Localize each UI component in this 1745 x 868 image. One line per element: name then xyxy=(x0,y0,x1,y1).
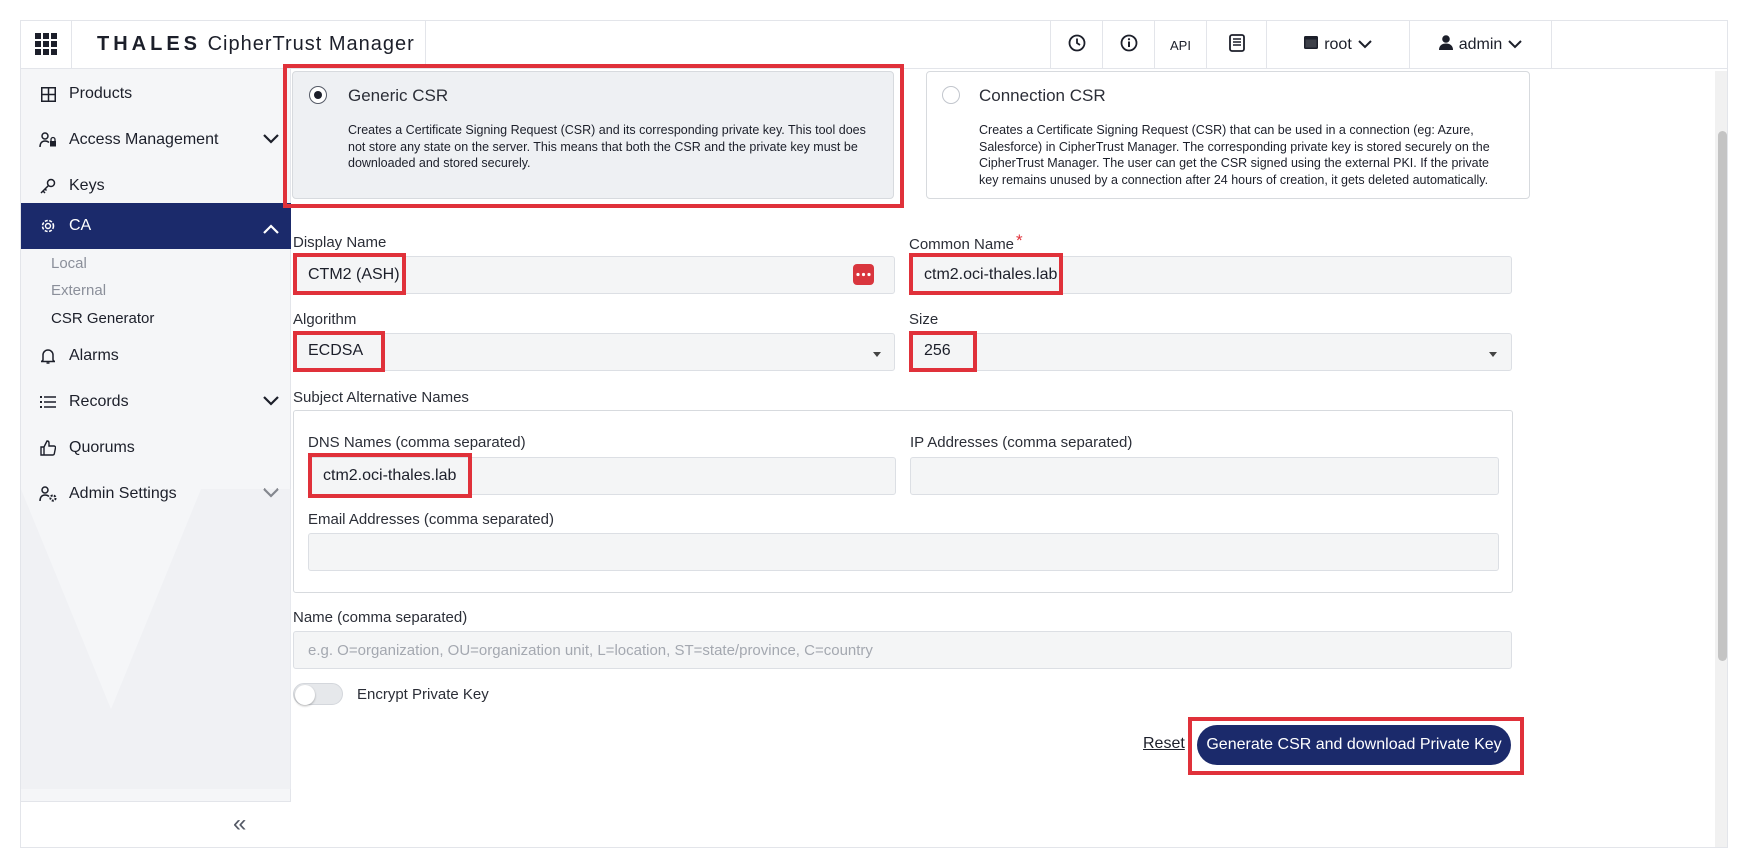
name-placeholder: e.g. O=organization, OU=organization unit, L=location, ST=state/province, C=country xyxy=(308,642,873,659)
password-manager-icon[interactable] xyxy=(853,264,874,285)
list-icon xyxy=(39,393,57,411)
domain-icon xyxy=(1304,36,1318,54)
sidebar-item-ca[interactable] xyxy=(21,203,291,249)
top-header xyxy=(21,21,1728,69)
sidebar-subitem-csr-generator[interactable]: CSR Generator xyxy=(51,310,155,327)
generic-csr-title: Generic CSR xyxy=(348,86,449,105)
generate-csr-button[interactable]: Generate CSR and download Private Key xyxy=(1197,725,1511,765)
generic-csr-radio[interactable] xyxy=(309,86,327,104)
key-icon xyxy=(39,177,57,195)
sidebar-item-label: Products xyxy=(69,85,133,102)
common-name-label xyxy=(909,231,1023,254)
dns-names-value: ctm2.oci-thales.lab xyxy=(323,467,457,484)
size-label: Size xyxy=(909,311,939,328)
sidebar xyxy=(21,69,291,848)
sidebar-item-label: Alarms xyxy=(69,347,119,364)
chevron-down-icon xyxy=(263,131,279,149)
size-value: 256 xyxy=(924,342,951,359)
domain-label: root xyxy=(1324,36,1352,53)
clock-icon xyxy=(1068,34,1086,57)
grid-icon xyxy=(39,85,57,103)
product-name: CipherTrust Manager xyxy=(207,33,415,55)
common-name-label-text: Common Name xyxy=(909,236,1015,253)
algorithm-label: Algorithm xyxy=(293,311,357,328)
header-divider xyxy=(71,21,72,69)
connection-csr-radio[interactable] xyxy=(942,86,960,104)
scrollbar-thumb[interactable] xyxy=(1718,131,1727,661)
san-section xyxy=(293,410,1513,593)
user-lock-icon xyxy=(39,131,57,149)
ip-addresses-input[interactable] xyxy=(910,457,1499,495)
header-divider xyxy=(425,21,426,69)
info-button[interactable] xyxy=(1102,21,1154,69)
sidebar-item-records[interactable] xyxy=(21,377,291,427)
algorithm-highlight xyxy=(293,331,385,372)
display-name-highlight xyxy=(293,253,406,295)
sidebar-item-products[interactable] xyxy=(21,69,291,119)
name-label: Name (comma separated) xyxy=(293,609,468,626)
dns-names-label: DNS Names (comma separated) xyxy=(308,434,526,451)
gear-icon xyxy=(39,217,57,235)
docs-button[interactable] xyxy=(1206,21,1266,69)
brand-name: THALES xyxy=(97,33,201,55)
user-icon xyxy=(1439,35,1453,55)
sidebar-item-label: Admin Settings xyxy=(69,485,177,502)
email-addresses-input[interactable] xyxy=(308,533,1499,571)
sidebar-item-label: CA xyxy=(69,217,92,234)
chevron-down-icon xyxy=(263,393,279,411)
required-mark: * xyxy=(1016,231,1023,250)
reset-button[interactable]: Reset xyxy=(1143,735,1185,752)
sidebar-item-alarms[interactable] xyxy=(21,331,291,381)
chevron-up-icon xyxy=(263,221,279,239)
san-label: Subject Alternative Names xyxy=(293,389,469,406)
sidebar-item-label: Access Management xyxy=(69,131,219,148)
history-button[interactable] xyxy=(1050,21,1102,69)
algorithm-value: ECDSA xyxy=(308,342,364,359)
sidebar-footer xyxy=(21,801,291,848)
common-name-value: ctm2.oci-thales.lab xyxy=(924,266,1058,283)
apps-grid-icon[interactable] xyxy=(35,33,57,55)
main-content xyxy=(292,69,1715,848)
encrypt-private-key-label: Encrypt Private Key xyxy=(357,686,489,703)
sidebar-item-label: Quorums xyxy=(69,439,135,456)
encrypt-private-key-toggle[interactable] xyxy=(293,683,343,705)
bell-icon xyxy=(39,347,57,365)
generic-csr-card[interactable] xyxy=(292,71,894,199)
user-label: admin xyxy=(1458,36,1503,53)
info-icon xyxy=(1120,34,1138,57)
connection-csr-card[interactable] xyxy=(926,71,1530,199)
email-addresses-label: Email Addresses (comma separated) xyxy=(308,511,554,528)
api-button[interactable] xyxy=(1154,21,1206,69)
dns-names-highlight xyxy=(308,453,472,498)
connection-csr-title: Connection CSR xyxy=(979,86,1106,105)
app-window xyxy=(20,20,1728,848)
sidebar-item-quorums[interactable] xyxy=(21,423,291,473)
chevron-down-icon xyxy=(1358,36,1372,54)
domain-selector[interactable] xyxy=(1266,21,1409,69)
display-name-label: Display Name xyxy=(293,234,387,251)
sidebar-subitem-external[interactable]: External xyxy=(51,282,107,299)
ip-addresses-label: IP Addresses (comma separated) xyxy=(910,434,1133,451)
header-divider xyxy=(1551,21,1552,69)
collapse-sidebar-icon[interactable]: « xyxy=(233,810,247,837)
chevron-down-icon xyxy=(1508,36,1522,54)
dropdown-caret-icon xyxy=(873,352,881,357)
product-logo xyxy=(97,33,415,56)
api-label: API xyxy=(1170,37,1191,53)
sidebar-item-access-management[interactable] xyxy=(21,115,291,165)
generic-csr-description: Creates a Certificate Signing Request (CSR) and its corresponding private key. This tool does not store any state on the server. This means that both the CSR and the private key must be downloaded and stored securely. xyxy=(348,123,866,170)
dropdown-caret-icon xyxy=(1489,352,1497,357)
sidebar-subitem-local[interactable]: Local xyxy=(51,255,87,272)
connection-csr-description: Creates a Certificate Signing Request (CSR) that can be used in a connection (eg: Azure, Salesforce) in CipherTrust Manager. The corresponding private key is stored securely on the CipherTrust Manager. The user can get the CSR signed using the external PKI. If the private key remains unused by a connection after 24 hours of creation, it gets deleted automatically. xyxy=(979,123,1490,187)
display-name-value: CTM2 (ASH) xyxy=(308,266,400,283)
thumbs-up-icon xyxy=(39,439,57,457)
user-menu[interactable] xyxy=(1409,21,1551,69)
size-select[interactable] xyxy=(909,333,1512,371)
book-icon xyxy=(1229,34,1245,57)
sidebar-item-label: Records xyxy=(69,393,129,410)
sidebar-item-label: Keys xyxy=(69,177,105,194)
size-highlight xyxy=(909,331,977,372)
common-name-highlight xyxy=(909,253,1063,295)
sidebar-watermark xyxy=(21,489,291,789)
